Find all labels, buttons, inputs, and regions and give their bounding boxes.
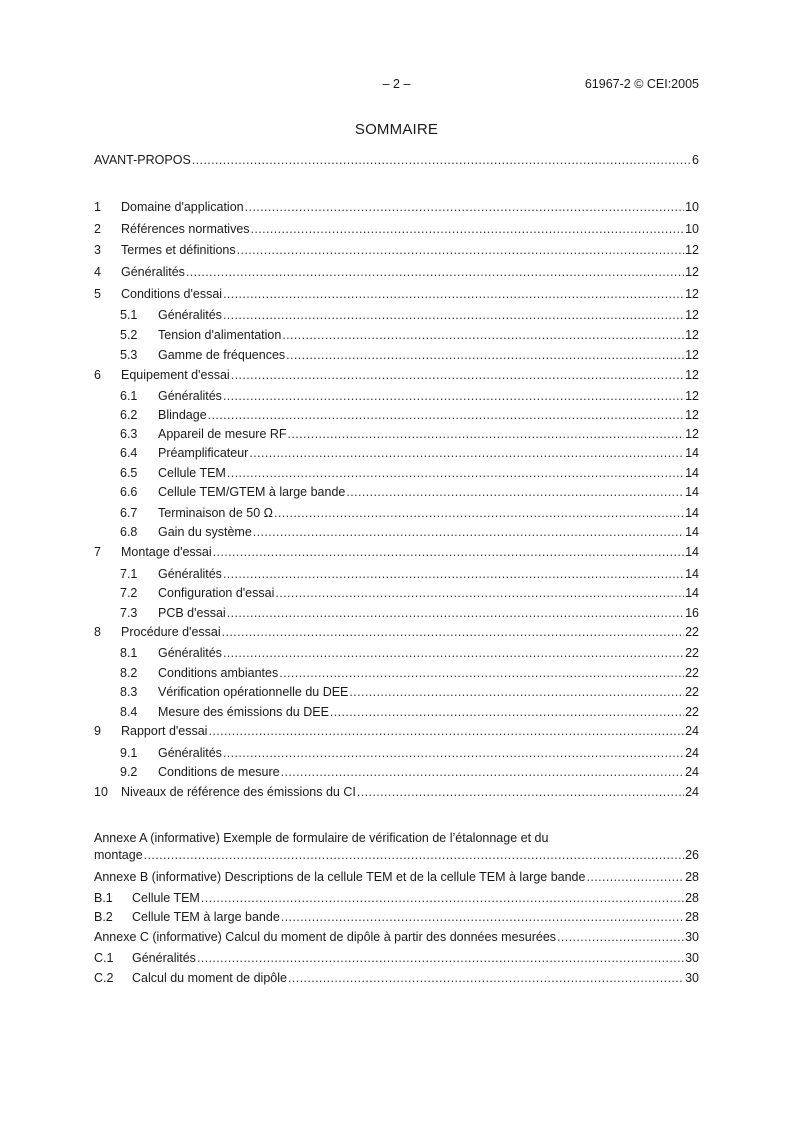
leader-dots <box>288 970 684 986</box>
toc-entry-number: C.2 <box>94 971 114 985</box>
toc-entry-number: 9 <box>94 724 101 738</box>
leader-dots <box>249 445 684 461</box>
toc-entry-title: Généralités <box>158 389 222 403</box>
leader-dots <box>237 242 684 258</box>
toc-entry-title: Généralités <box>158 308 222 322</box>
toc-entry-page: 28 <box>685 891 699 905</box>
page-title: SOMMAIRE <box>354 121 439 138</box>
toc-entry[interactable] <box>120 465 699 481</box>
leader-dots <box>281 909 684 925</box>
toc-entry[interactable] <box>120 505 699 521</box>
toc-annex-entry[interactable] <box>94 847 699 863</box>
leader-dots <box>186 264 684 280</box>
toc-entry-title: Vérification opérationnelle du DEE <box>158 685 349 699</box>
toc-entry-number: C.1 <box>94 951 114 965</box>
toc-entry-page: 12 <box>685 389 699 403</box>
leader-dots <box>251 221 685 237</box>
leader-dots <box>586 869 684 885</box>
toc-entry-page: 12 <box>685 408 699 422</box>
toc-entry-number: 8 <box>94 625 101 639</box>
toc-entry-page: 12 <box>685 287 699 301</box>
page-number: – 2 – <box>382 77 411 91</box>
leader-dots <box>227 605 684 621</box>
toc-entry-number: 7.1 <box>120 567 138 581</box>
toc-entry-page: 10 <box>685 200 699 214</box>
toc-entry-page: 14 <box>685 485 699 499</box>
leader-dots <box>213 544 684 560</box>
toc-entry[interactable] <box>94 221 699 237</box>
toc-entry-page: 24 <box>685 765 699 779</box>
toc-entry[interactable] <box>120 585 699 601</box>
toc-entry-number: 4 <box>94 265 101 279</box>
toc-entry-title: Cellule TEM <box>132 891 200 905</box>
toc-entry-number: 6.8 <box>120 525 138 539</box>
toc-entry[interactable] <box>94 199 699 215</box>
toc-entry-foreword[interactable] <box>94 152 699 168</box>
toc-entry-number: 9.1 <box>120 746 138 760</box>
document-reference: 61967-2 © CEI:2005 <box>584 77 699 91</box>
leader-dots <box>208 723 684 739</box>
leader-dots <box>557 929 684 945</box>
leader-dots <box>197 950 684 966</box>
toc-entry-number: 6.3 <box>120 427 138 441</box>
leader-dots <box>223 566 684 582</box>
toc-entry-page: 16 <box>685 606 699 620</box>
toc-entry-number: 7.3 <box>120 606 138 620</box>
toc-entry[interactable] <box>94 242 699 258</box>
toc-entry-number: 5 <box>94 287 101 301</box>
toc-entry-page: 14 <box>685 446 699 460</box>
leader-dots <box>274 505 684 521</box>
toc-entry-number: 3 <box>94 243 101 257</box>
toc-entry-page: 12 <box>685 328 699 342</box>
toc-entry-title: Domaine d'application <box>121 200 244 214</box>
leader-dots <box>288 426 685 442</box>
toc-entry-page: 24 <box>685 724 699 738</box>
leader-dots <box>223 645 684 661</box>
toc-entry-page: 12 <box>685 308 699 322</box>
toc-entry-number: 7 <box>94 545 101 559</box>
toc-entry-number: 6.1 <box>120 389 138 403</box>
toc-entry-title: Configuration d'essai <box>158 586 275 600</box>
toc-entry-title: Calcul du moment de dipôle <box>132 971 287 985</box>
toc-entry-page: 14 <box>685 567 699 581</box>
toc-entry[interactable] <box>120 524 699 540</box>
leader-dots <box>144 847 684 863</box>
toc-entry[interactable] <box>120 347 699 363</box>
leader-dots <box>227 465 684 481</box>
toc-entry-page: 28 <box>685 870 699 884</box>
leader-dots <box>281 764 684 780</box>
leader-dots <box>282 327 684 343</box>
toc-entry-number: 8.2 <box>120 666 138 680</box>
toc-entry-title: Niveaux de référence des émissions du CI <box>121 785 356 799</box>
toc-entry-number: 9.2 <box>120 765 138 779</box>
toc-entry-title: Terminaison de 50 Ω <box>158 506 273 520</box>
toc-entry-page: 22 <box>685 646 699 660</box>
toc-entry-title: Conditions ambiantes <box>158 666 279 680</box>
toc-entry-title: Cellule TEM/GTEM à large bande <box>158 485 346 499</box>
toc-entry-title: Procédure d'essai <box>121 625 221 639</box>
toc-entry[interactable] <box>120 388 699 404</box>
toc-entry-title: montage <box>94 848 143 862</box>
toc-entry-title: Préamplificateur <box>158 446 249 460</box>
leader-dots <box>222 624 684 640</box>
leader-dots <box>223 388 684 404</box>
toc-entry-number: 7.2 <box>120 586 138 600</box>
toc-entry[interactable] <box>94 624 699 640</box>
toc-entry-title: Gain du système <box>158 525 252 539</box>
toc-entry-title: Références normatives <box>121 222 250 236</box>
toc-entry[interactable] <box>120 645 699 661</box>
toc-entry-title: Généralités <box>158 746 222 760</box>
toc-entry-page: 22 <box>685 685 699 699</box>
toc-entry-page: 24 <box>685 746 699 760</box>
toc-entry[interactable] <box>120 484 699 500</box>
toc-entry-title: Conditions d'essai <box>121 287 223 301</box>
toc-entry[interactable] <box>94 784 699 800</box>
toc-entry[interactable] <box>120 745 699 761</box>
toc-entry[interactable] <box>120 445 699 461</box>
leader-dots <box>223 745 684 761</box>
toc-entry-title: Equipement d'essai <box>121 368 230 382</box>
toc-entry-number: 5.1 <box>120 308 138 322</box>
toc-entry-page: 12 <box>685 368 699 382</box>
leader-dots <box>349 684 684 700</box>
leader-dots <box>208 407 684 423</box>
toc-entry-title: Généralités <box>158 567 222 581</box>
toc-annex-entry[interactable] <box>94 909 699 925</box>
toc-entry[interactable] <box>94 367 699 383</box>
toc-entry[interactable] <box>94 723 699 739</box>
toc-entry[interactable] <box>120 327 699 343</box>
toc-entry-page: 22 <box>685 625 699 639</box>
toc-entry[interactable] <box>94 286 699 302</box>
toc-entry-number: 1 <box>94 200 101 214</box>
toc-entry-number: 5.3 <box>120 348 138 362</box>
toc-entry-title: Annexe C (informative) Calcul du moment de dipôle à partir des données mesurées <box>94 930 557 944</box>
toc-entry[interactable] <box>120 665 699 681</box>
toc-entry-number: 6.2 <box>120 408 138 422</box>
leader-dots <box>253 524 684 540</box>
toc-entry[interactable] <box>94 544 699 560</box>
toc-entry[interactable] <box>120 566 699 582</box>
toc-entry-number: 6.7 <box>120 506 138 520</box>
toc-entry-page: 24 <box>685 785 699 799</box>
leader-dots <box>330 704 684 720</box>
leader-dots <box>275 585 684 601</box>
toc-entry-page: 22 <box>685 705 699 719</box>
toc-entry-page: 12 <box>685 243 699 257</box>
toc-annex-entry[interactable] <box>94 950 699 966</box>
toc-entry-page: 22 <box>685 666 699 680</box>
toc-entry-number: B.2 <box>94 910 113 924</box>
toc-entry[interactable] <box>120 704 699 720</box>
toc-entry[interactable] <box>120 407 699 423</box>
leader-dots <box>201 890 684 906</box>
toc-entry[interactable] <box>94 264 699 280</box>
toc-annex-entry[interactable] <box>94 970 699 986</box>
toc-entry-page: 26 <box>685 848 699 862</box>
toc-entry-page: 14 <box>685 466 699 480</box>
toc-entry-page: 12 <box>685 265 699 279</box>
toc-entry-number: 6.4 <box>120 446 138 460</box>
leader-dots <box>192 152 691 168</box>
toc-entry-page: 14 <box>685 586 699 600</box>
toc-entry-title: Blindage <box>158 408 207 422</box>
toc-entry-number: 8.4 <box>120 705 138 719</box>
leader-dots <box>346 484 684 500</box>
leader-dots <box>286 347 684 363</box>
leader-dots <box>223 286 684 302</box>
toc-entry-number: 8.1 <box>120 646 138 660</box>
toc-entry-page: 14 <box>685 545 699 559</box>
leader-dots <box>231 367 684 383</box>
toc-entry[interactable] <box>120 764 699 780</box>
toc-entry-title: Rapport d'essai <box>121 724 208 738</box>
toc-entry-title: Cellule TEM <box>158 466 226 480</box>
toc-entry-title: Cellule TEM à large bande <box>132 910 280 924</box>
toc-entry-title: Généralités <box>158 646 222 660</box>
toc-entry-title: AVANT-PROPOS <box>94 153 191 167</box>
toc-entry-title: Montage d'essai <box>121 545 212 559</box>
toc-entry-title: Appareil de mesure RF <box>158 427 287 441</box>
toc-entry[interactable] <box>120 684 699 700</box>
leader-dots <box>245 199 684 215</box>
toc-entry-title: Généralités <box>132 951 196 965</box>
toc-annex-entry[interactable] <box>94 929 699 945</box>
toc-entry[interactable] <box>120 605 699 621</box>
leader-dots <box>223 307 684 323</box>
toc-entry-title: Annexe B (informative) Descriptions de la cellule TEM et de la cellule TEM à large bande <box>94 870 586 884</box>
toc-entry-page: 12 <box>685 427 699 441</box>
toc-entry-page: 14 <box>685 525 699 539</box>
toc-entry-page: 30 <box>685 951 699 965</box>
toc-entry-page: 30 <box>685 930 699 944</box>
toc-entry-title: Conditions de mesure <box>158 765 280 779</box>
toc-annex-entry[interactable] <box>94 869 699 885</box>
toc-entry-title: Mesure des émissions du DEE <box>158 705 329 719</box>
toc-entry-number: B.1 <box>94 891 113 905</box>
toc-entry-page: 10 <box>685 222 699 236</box>
toc-entry-number: 6.6 <box>120 485 138 499</box>
toc-entry-title: Tension d'alimentation <box>158 328 282 342</box>
toc-annex-a-line1[interactable]: Annexe A (informative) Exemple de formulaire de vérification de l’étalonnage et du <box>94 831 549 845</box>
leader-dots <box>279 665 684 681</box>
toc-entry-number: 8.3 <box>120 685 138 699</box>
toc-entry-page: 30 <box>685 971 699 985</box>
toc-entry-page: 6 <box>692 153 699 167</box>
toc-entry-number: 6.5 <box>120 466 138 480</box>
toc-entry-page: 28 <box>685 910 699 924</box>
toc-entry[interactable] <box>120 426 699 442</box>
toc-entry-page: 12 <box>685 348 699 362</box>
toc-annex-entry[interactable] <box>94 890 699 906</box>
toc-entry-title: PCB d'essai <box>158 606 226 620</box>
toc-entry-number: 5.2 <box>120 328 138 342</box>
toc-entry-number: 2 <box>94 222 101 236</box>
leader-dots <box>357 784 684 800</box>
toc-entry-number: 10 <box>94 785 108 799</box>
toc-entry-title: Gamme de fréquences <box>158 348 286 362</box>
toc-entry[interactable] <box>120 307 699 323</box>
toc-entry-title: Généralités <box>121 265 185 279</box>
toc-entry-number: 6 <box>94 368 101 382</box>
toc-entry-page: 14 <box>685 506 699 520</box>
toc-entry-title: Termes et définitions <box>121 243 236 257</box>
